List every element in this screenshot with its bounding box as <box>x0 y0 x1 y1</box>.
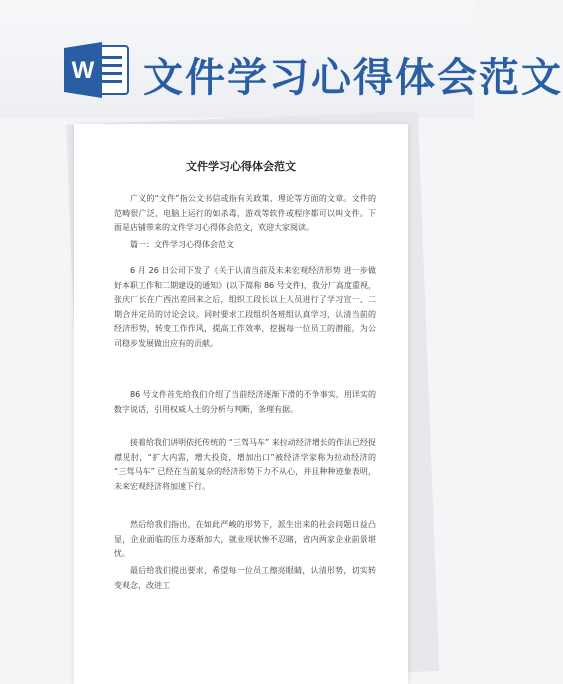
paragraph-body: 最后给我们提出要求，希望每一位员工擦亮眼睛，认清形势，切实转变观念，改进工 <box>114 566 376 590</box>
word-icon-letter: W <box>71 57 95 84</box>
document-title: 文件学习心得体会范文 <box>186 160 296 173</box>
word-icon <box>62 40 130 100</box>
header-banner <box>0 0 563 118</box>
paragraph-body: 接着给我们讲明依托传统的 “三驾马车” 来拉动经济增长的作法已经捉襟见肘，“扩大内需，增大投资，增加出口”被经济学家称为拉动经济的 “三驾马车” 已经在当前复杂的经济形势下力不从心，并且种种迹象表明，未来宏观经济将加速下行。 <box>114 438 376 491</box>
paragraph-body: 86 号文件首先给我们介绍了当前经济逐渐下滑的不争事实，用详实的数字说话，引用权威人士的分析与判断，条理有据。 <box>114 390 376 414</box>
document-page <box>74 124 408 684</box>
paragraph-intro: 广义的“文件”指公文书信或指有关政策、理论等方面的文章。文件的范畴很广泛，电脑上运行的如杀毒，游戏等软件或程序都可以叫文件。下面是店铺带来的文件学习心得体会范文，欢迎大家阅读。 <box>114 194 376 232</box>
section-heading: 篇一：文件学习心得体会范文 <box>130 240 234 249</box>
banner-title: 文件学习心得体会范文 <box>143 55 563 101</box>
paragraph-body: 6 月 26 日公司下发了《关于认清当前及未来宏观经济形势 进一步做好本职工作和二期建设的通知》(以下简称 86 号文件)，我分厂高度重视，张庆厂长在广西出差回来之后，组织工段长以上人员进行了学习宣一、二期合并定员的讨论会议。同时要求工段组织各班组认真学习，认清当前的经济形势，转变工作作风，提高工作效率，挖掘每一位员工的潜能，为公司稳步发展做出应有的贡献。 <box>114 266 376 348</box>
paragraph-body: 然后给我们指出，在如此严峻的形势下，派生出来的社会问题日益凸显，企业面临的压力逐渐加大，就业现状惨不忍睹，省内两家企业前景堪忧。 <box>114 520 376 558</box>
